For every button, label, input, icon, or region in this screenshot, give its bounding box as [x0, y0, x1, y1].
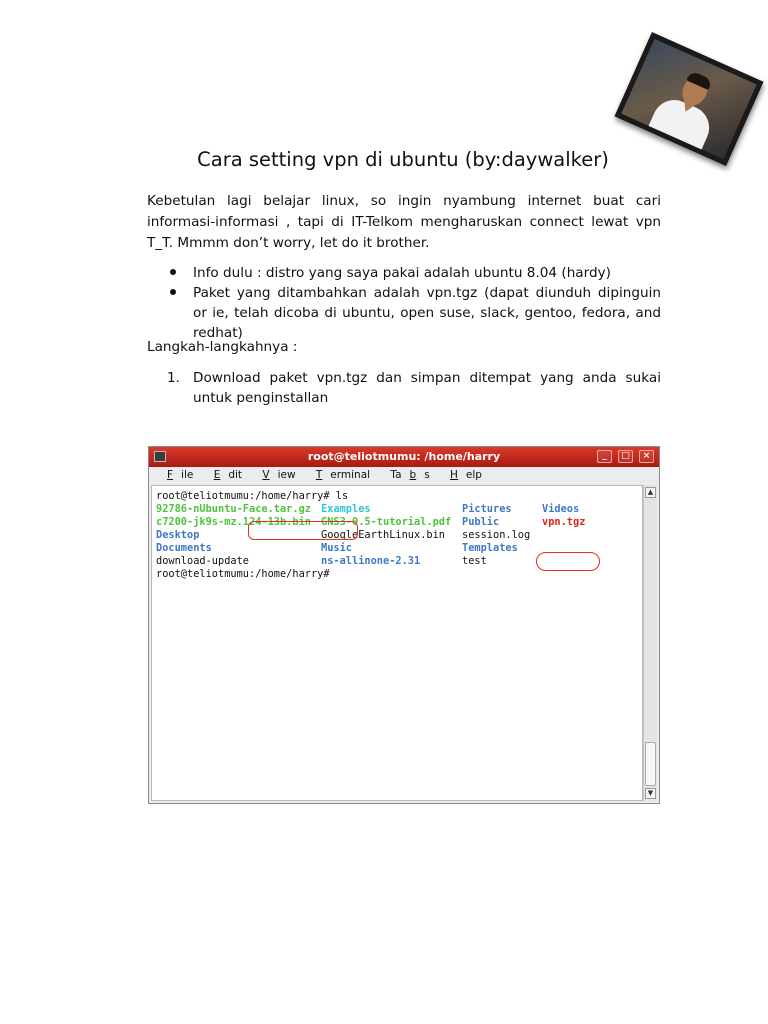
step-item: [147, 368, 661, 408]
listing-cell: GoogleEarthLinux.bin: [321, 529, 445, 541]
bullet-text: Paket yang ditambahkan adalah vpn.tgz (dapat diunduh dipinguin or ie, telah dicoba di ubuntu, open suse, slack, gentoo, fedora, and redhat): [193, 285, 661, 341]
terminal-window-screenshot: [148, 446, 660, 804]
listing-cell: Examples: [321, 503, 371, 515]
steps-list: [147, 368, 661, 408]
menu-view[interactable]: V iew: [262, 469, 296, 481]
step-text: Download paket vpn.tgz dan simpan ditempat yang anda sukai untuk penginstallan: [193, 370, 661, 406]
highlight-circle-vpn: [536, 552, 600, 571]
prompt-line: root@teliotmumu:/home/harry#: [156, 568, 330, 580]
listing-cell: Pictures: [462, 503, 512, 515]
listing-cell: 92786-nUbuntu-Face.tar.gz: [156, 503, 311, 515]
scroll-thumb[interactable]: [645, 742, 656, 786]
page-title: Cara setting vpn di ubuntu (by:daywalker): [197, 148, 609, 171]
highlight-circle-path: [248, 521, 358, 540]
window-titlebar[interactable]: [149, 447, 659, 467]
scrollbar[interactable]: [643, 485, 657, 801]
terminal-screen[interactable]: [151, 485, 643, 801]
menu-help[interactable]: H elp: [450, 469, 482, 481]
listing-cell: test: [462, 555, 487, 567]
bullet-icon: [170, 269, 176, 275]
menu-terminal[interactable]: T erminal: [315, 469, 371, 481]
intro-paragraph: Kebetulan lagi belajar linux, so ingin nyambung internet buat cari informasi-informasi , tapi di IT-Telkom mengharuskan connect lewat vpn T_T. Mmmm don’t worry, let do it brother.: [147, 193, 661, 251]
minimize-button[interactable]: _: [597, 450, 612, 463]
listing-cell: Documents: [156, 542, 212, 554]
bullet-list: [147, 263, 661, 343]
steps-heading: Langkah-langkahnya :: [147, 339, 298, 355]
menu-bar: [149, 467, 659, 484]
step-number: 1.: [167, 370, 180, 386]
bullet-item: [147, 263, 661, 283]
listing-cell: ns-allinone-2.31: [321, 555, 421, 567]
bullet-text: Info dulu : distro yang saya pakai adalah ubuntu 8.04 (hardy): [193, 265, 611, 281]
listing-cell: Desktop: [156, 529, 200, 541]
listing-cell: Public: [462, 516, 500, 528]
terminal-icon: [154, 451, 166, 462]
listing-cell: session.log: [462, 529, 531, 541]
bullet-item: [147, 283, 661, 343]
maximize-button[interactable]: □: [618, 450, 633, 463]
scroll-down-icon[interactable]: ▼: [645, 788, 656, 799]
author-photo: [615, 32, 764, 166]
bullet-icon: [170, 289, 176, 295]
listing-cell: Videos: [542, 503, 580, 515]
menu-tabs[interactable]: Ta b s: [390, 469, 430, 481]
listing-cell: download-update: [156, 555, 249, 567]
close-button[interactable]: ×: [639, 450, 654, 463]
window-title: root@teliotmumu: /home/harry: [307, 450, 501, 463]
listing-cell: Music: [321, 542, 352, 554]
listing-cell: c7200-jk9s-mz.124-13b.bin: [156, 516, 311, 528]
menu-file[interactable]: F ile: [167, 469, 194, 481]
listing-cell: vpn.tgz: [542, 516, 586, 528]
menu-edit[interactable]: E dit: [213, 469, 243, 481]
command-line: root@teliotmumu:/home/harry# ls: [156, 490, 349, 502]
scroll-up-icon[interactable]: ▲: [645, 487, 656, 498]
listing-cell: GNS3-0.5-tutorial.pdf: [321, 516, 452, 528]
listing-cell: Templates: [462, 542, 518, 554]
